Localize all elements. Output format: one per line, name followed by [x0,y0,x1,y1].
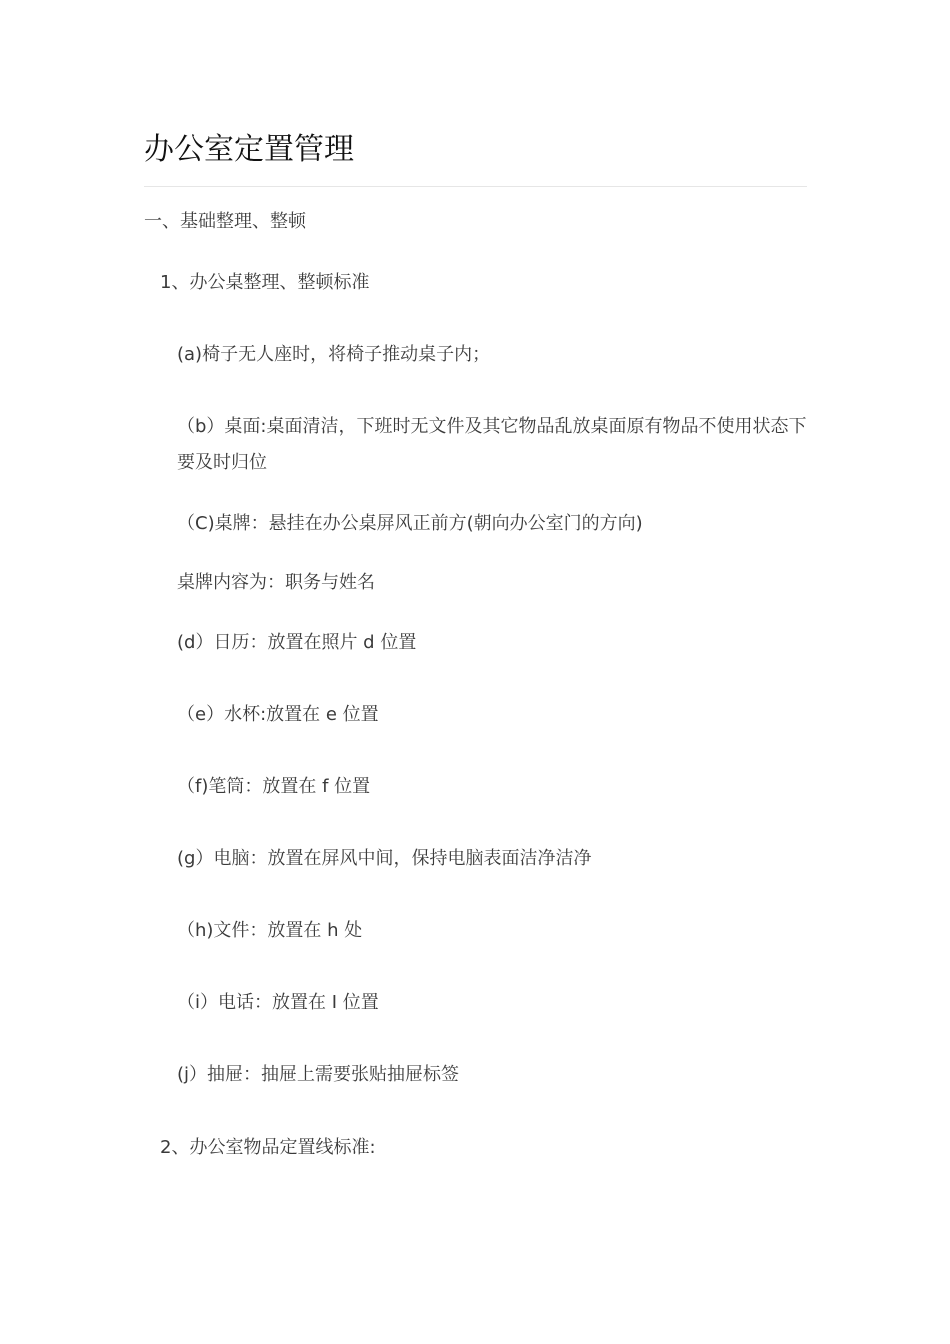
item-f-pen-holder: （f)笔筒：放置在 f 位置 [177,776,371,797]
subsection-heading-location-lines: 2、办公室物品定置线标准: [160,1137,376,1158]
item-j-drawer: (j）抽屉：抽屉上需要张贴抽屉标签 [177,1064,460,1085]
item-d-calendar: (d）日历：放置在照片 d 位置 [177,632,417,653]
item-e-water-cup: （e）水杯:放置在 e 位置 [177,704,379,725]
page-title: 办公室定置管理 [144,132,354,167]
item-h-files: （h)文件：放置在 h 处 [177,920,363,941]
item-i-phone: （i）电话：放置在 I 位置 [177,992,379,1013]
subsection-heading-desk: 1、办公桌整理、整顿标准 [160,272,370,293]
item-b-desk-surface: （b）桌面:桌面清洁，下班时无文件及其它物品乱放桌面原有物品不使用状态下要及时归位 [177,416,807,473]
item-g-computer: (g）电脑：放置在屏风中间，保持电脑表面洁净洁净 [177,848,592,869]
item-c-desk-sign: （C)桌牌：悬挂在办公桌屏风正前方(朝向办公室门的方向) [177,513,643,534]
item-c-desk-sign-note: 桌牌内容为：职务与姓名 [177,572,375,593]
section-heading-basic: 一、基础整理、整顿 [144,211,306,232]
title-divider [144,186,807,187]
item-a-chair: (a)椅子无人座时，将椅子推动桌子内； [177,344,491,365]
